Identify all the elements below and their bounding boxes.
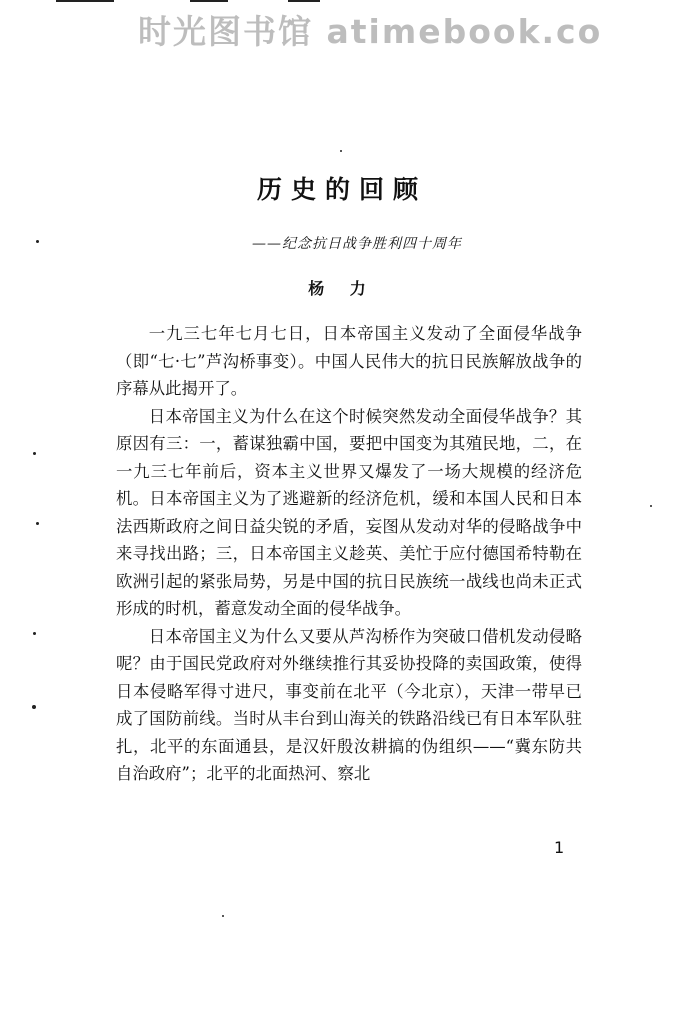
- page-subtitle: ——纪念抗日战争胜利四十周年: [252, 236, 462, 252]
- scan-speck: [340, 150, 342, 152]
- scan-speck: [222, 915, 224, 917]
- article-body: [116, 320, 582, 788]
- scan-speck: [650, 505, 652, 507]
- author-name: 杨 力: [308, 279, 376, 298]
- scan-speck: [33, 452, 36, 455]
- page-number: 1: [554, 838, 565, 857]
- scan-speck: [32, 705, 36, 709]
- scan-speck: [36, 522, 39, 525]
- top-rule-middle: [190, 0, 228, 2]
- watermark: 时光图书馆 atimebook.co: [138, 12, 603, 51]
- paragraph: 日本帝国主义为什么在这个时候突然发动全面侵华战争？其原因有三：一，蓄谋独霸中国，要把中国变为其殖民地，二，在一九三七年前后，资本主义世界又爆发了一场大规模的经济危机。日本帝国主义为了逃避新的经济危机，缓和本国人民和日本法西斯政府之间日益尖锐的矛盾，妄图从发动对华的侵略战争中来寻找出路；三，日本帝国主义趁英、美忙于应付德国希特勒在欧洲引起的紧张局势，另是中国的抗日民族统一战线也尚未正式形成的时机，蓄意发动全面的侵华战争。: [116, 406, 582, 618]
- paragraph: 一九三七年七月七日，日本帝国主义发动了全面侵华战争（即“七·七”芦沟桥事变）。中国人民伟大的抗日民族解放战争的序幕从此揭开了。: [116, 324, 582, 398]
- paragraph: 日本帝国主义为什么又要从芦沟桥作为突破口借机发动侵略呢？由于国民党政府对外继续推行其妥协投降的卖国政策，使得日本侵略军得寸进尺，事变前在北平（今北京），天津一带早已成了国防前线。当时从丰台到山海关的铁路沿线已有日本军队驻扎，北平的东面通县，是汉奸殷汝耕搞的伪组织——“冀东防共自治政府”；北平的北面热河、察北: [116, 626, 582, 783]
- top-rule-left: [56, 0, 114, 2]
- scan-speck: [36, 240, 39, 243]
- scan-speck: [33, 632, 36, 635]
- page-title: 历史的回顾: [256, 175, 427, 204]
- top-rule-right: [288, 0, 320, 2]
